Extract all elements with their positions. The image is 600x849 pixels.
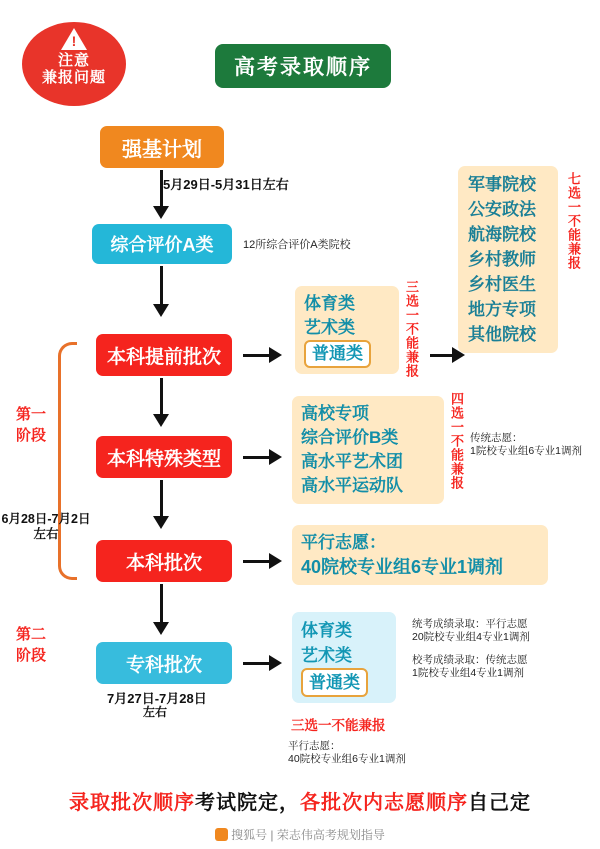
military-option-2[interactable]: 航海院校 [468,225,536,244]
benke-pici-option-line2: 40院校专业组6专业1调剂 [301,557,504,577]
arrow-down-2 [153,304,169,317]
page-title: 高考录取顺序 [215,44,391,88]
warning-badge [22,22,126,106]
zhuanke-options-box [292,612,396,703]
credit-platform: 搜狐号 [231,828,268,842]
credit-line: 搜狐号 | 荣志伟高考规划指导 [0,826,600,843]
warning-triangle-icon [61,28,87,50]
date-qiangji-to-zonghe: 5月29日-5月31日左右 [163,177,289,192]
military-options-vlabel: 七选一不能兼报 [566,172,581,270]
tiqian-options-vlabel: 三选一不能兼报 [404,280,419,378]
teshu-option-0[interactable]: 高校专项 [301,404,369,423]
arrow-right-benke [243,553,282,569]
credit-author: 荣志伟高考规划指导 [276,828,385,842]
footer-summary [0,786,600,815]
tiqian-options-box [295,286,399,374]
arrow-right-teshu [243,449,282,465]
zhuanke-note2-line2: 1院校专业组4专业1调剂 [412,667,525,679]
arrow-down-5 [153,622,169,635]
zhuanke-note3-line2: 40院校专业组6专业1调剂 [288,753,406,765]
tiqian-option-highlight[interactable]: 普通类 [304,340,371,368]
arrow-right-zhuanke [243,655,282,671]
stage2-label [14,624,48,666]
warning-line1: 注意 [57,52,90,69]
zhuanke-option-highlight[interactable]: 普通类 [301,668,368,697]
node-zhuanke-pici[interactable]: 专科批次 [96,642,232,684]
footer-red-2: 各批次内志愿顺序 [300,792,468,814]
teshu-option-3[interactable]: 高水平运动队 [301,476,403,495]
benke-pici-options-box [292,525,548,585]
military-option-0[interactable]: 军事院校 [468,175,536,194]
arrow-stem-3 [160,378,163,416]
note-zonghe-a: 12所综合评价A类院校 [243,239,351,251]
military-option-4[interactable]: 乡村医生 [468,275,536,294]
benke-pici-option-line1: 平行志愿： [301,533,386,552]
node-benke-pici[interactable]: 本科批次 [96,540,232,582]
sohu-logo-icon [215,828,228,841]
military-option-6[interactable]: 其他院校 [468,325,536,344]
footer-red-1: 录取批次顺序 [69,792,195,814]
stage1-date-approx: 左右 [33,527,59,541]
zhuanke-option-1[interactable]: 艺术类 [301,646,352,665]
arrow-stem-4 [160,480,163,518]
footer-dark-1: 考试院定， [195,792,300,814]
node-benke-tiqian-pici[interactable]: 本科提前批次 [96,334,232,376]
zhuanke-note3-line1: 平行志愿： [288,740,341,752]
stage1-date: 6月28日-7月2日 [1,512,91,526]
zhuanke-note1-line2: 20院校专业组4专业1调剂 [412,631,530,643]
military-options-box [458,166,558,353]
teshu-note-line2: 1院校专业组6专业1调剂 [470,445,583,457]
stage1-brace [58,342,77,580]
arrow-stem-5 [160,584,163,626]
teshu-options-vlabel: 四选一不能兼报 [449,392,464,490]
arrow-down-4 [153,516,169,529]
military-option-3[interactable]: 乡村教师 [468,250,536,269]
stage2-text: 第二阶段 [15,626,46,664]
tiqian-option-0[interactable]: 体育类 [304,294,355,313]
military-option-1[interactable]: 公安政法 [468,200,536,219]
teshu-option-2[interactable]: 高水平艺术团 [301,452,403,471]
arrow-right-tiqian [243,347,282,363]
zhuanke-option-0[interactable]: 体育类 [301,621,352,640]
date-stage2: 7月27日-7月28日 [107,691,207,706]
military-option-5[interactable]: 地方专项 [468,300,536,319]
date-stage2-approx: 左右 [143,705,168,719]
teshu-option-1[interactable]: 综合评价B类 [301,428,399,447]
zhuanke-note2-line1: 校考成绩录取：传统志愿 [412,654,528,666]
arrow-down-1 [153,206,169,219]
stage1-text: 第一阶段 [15,406,46,444]
zhuanke-options-label: 三选一不能兼报 [291,718,386,733]
stage1-label [14,404,48,446]
node-benke-teshu-leixing[interactable]: 本科特殊类型 [96,436,232,478]
arrow-down-3 [153,414,169,427]
node-zonghe-pingjia-a[interactable]: 综合评价A类 [92,224,232,264]
footer-dark-2: 自己定 [468,792,531,814]
arrow-stem-2 [160,266,163,306]
node-qiangji-jihua[interactable]: 强基计划 [100,126,224,168]
zhuanke-note1-line1: 统考成绩录取：平行志愿 [412,618,528,630]
teshu-options-box [292,396,444,504]
tiqian-option-1[interactable]: 艺术类 [304,318,355,337]
warning-line2: 兼报问题 [41,69,106,86]
teshu-note-line1: 传统志愿： [470,432,523,444]
